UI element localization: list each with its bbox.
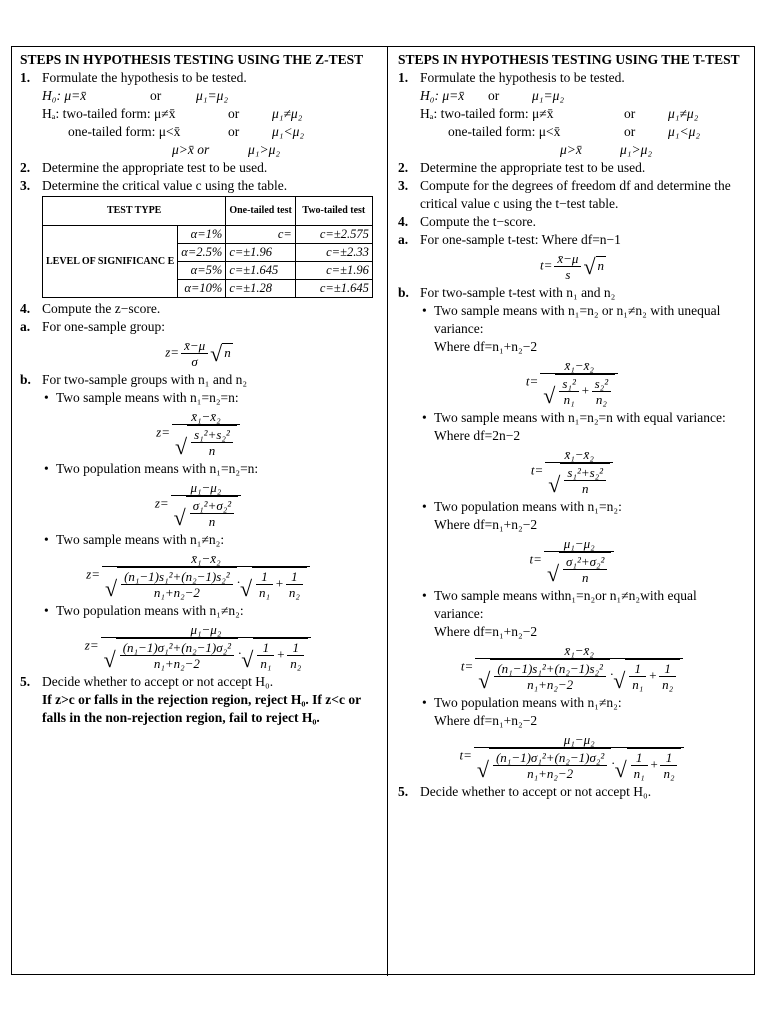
z-formula-one-sample: z= $\frac{x̄-\mu}{\sigma}$ √ n: [165, 338, 231, 369]
t-test-title: STEPS IN HYPOTHESIS TESTING USING THE T-TEST: [398, 52, 740, 67]
t-formula-2: t= x̄₁−x̄₂ √ $\frac{\text{s₁²}}{\text{n₁}}$ + $\frac{\text{s₂²}}{\text{n₂}}$: [398, 358, 748, 407]
t-ha-two: Hₐ: two-tailed form: μ≠x̄ or μ₁≠μ₂: [420, 106, 699, 121]
column-divider: [387, 47, 388, 976]
t-ha-one: one-tailed form: μ<x̄ or μ₁<μ₂: [448, 124, 701, 139]
z-formula-5: z= μ₁−μ₂ √ $\frac{\text{(n₁−1)σ₁²+(n₂−1)σ₂²}}{\text{n₁+n₂−2}}$ · √ $\frac{1}{\text{n₁}}$ + $\frac{1}{\text{n₂}}$: [20, 622, 378, 671]
t-test-column: [398, 51, 748, 801]
t-step-3: 3. Compute for the degrees of freedom df and determine the critical value c using the t−test table.: [398, 178, 731, 211]
t-formula-6: t= μ₁−μ₂ √ $\frac{\text{(n₁−1)σ₁²+(n₂−1)σ₂²}}{\text{n₁+n₂−2}}$ · √ $\frac{1}{\text{n₁}}$ + $\frac{1}{\text{n₂}}$: [398, 732, 748, 781]
t-formula-3: t= x̄₁−x̄₂ √ $\frac{\text{s₁²+s₂²}}{n}$: [398, 447, 748, 496]
th-test-type: TEST TYPE: [43, 197, 226, 226]
t-bullet-3-df: Where df=n₁+n₂−2: [434, 517, 538, 532]
one-tailed-cell: c=: [226, 226, 296, 244]
z-step-4: 4. Compute the z−score.: [20, 301, 161, 316]
alpha-cell: α=5%: [178, 262, 226, 280]
t-step-5: 5. Decide whether to accept or not accept H₀.: [398, 784, 652, 799]
z-test-column: [20, 51, 378, 727]
z-bullet-4: • Two population means with n₁≠n₂:: [20, 602, 378, 620]
one-tailed-cell: c=±1.645: [226, 262, 296, 280]
z-step-3: 3. Determine the critical value c using the table.: [20, 178, 288, 193]
t-bullet-2: • Two sample means with n₁=n₂=n with equal variance:: [398, 409, 748, 427]
z-step-2: 2. Determine the appropriate test to be used.: [20, 160, 268, 175]
t-formula-one-sample: t= $\frac{x̄-\mu}{s}$ √ n: [539, 251, 605, 282]
z-bullet-2: • Two population means with n₁=n₂=n:: [20, 460, 378, 478]
t-step-4b: b. For two-sample t-test with n₁ and n₂: [398, 285, 616, 300]
t-step-4a: a. For one-sample t-test: Where df=n−1: [398, 232, 621, 247]
t-step-4: 4. Compute the t−score.: [398, 214, 536, 229]
alpha-cell: α=10%: [178, 280, 226, 298]
t-bullet-1: • Two sample means with n₁=n₂ or n₁≠n₂ with unequal variance:: [398, 302, 748, 338]
t-bullet-5-df: Where df=n₁+n₂−2: [434, 713, 538, 728]
t-step-1: 1. Formulate the hypothesis to be tested.: [398, 70, 625, 85]
th-one-tailed: One-tailed test: [226, 197, 296, 226]
level-of-significance: LEVEL OF SIGNIFICANC E: [43, 226, 178, 298]
z-formula-3: z= μ₁−μ₂ √ $\frac{\text{σ₁²+σ₂²}}{n}$: [20, 480, 378, 529]
z-step-1: 1. Formulate the hypothesis to be tested.: [20, 70, 247, 85]
z-ha-one-2: μ>x̄ or μ₁>μ₂: [172, 142, 281, 157]
two-tailed-cell: c=±2.33: [295, 244, 372, 262]
t-bullet-1-df: Where df=n₁+n₂−2: [434, 339, 538, 354]
z-test-title: STEPS IN HYPOTHESIS TESTING USING THE Z-TEST: [20, 52, 364, 67]
t-bullet-3: • Two population means with n₁=n₂:: [398, 498, 748, 516]
z-step-4b: b. For two-sample groups with n₁ and n₂: [20, 372, 248, 387]
z-step-5-rule: If z>c or falls in the rejection region, reject H₀. If z<c or falls in the non-rejection region, fail to reject H₀.: [42, 692, 361, 725]
t-h0: H₀: μ=x̄ or μ₁=μ₂: [420, 88, 565, 103]
t-formula-5: t= x̄₁−x̄₂ √ $\frac{\text{(n₁−1)s₁²+(n₂−1)s₂²}}{\text{n₁+n₂−2}}$ · √ $\frac{1}{\text{n₁}}$ + $\frac{1}{\text{n₂}}$: [398, 643, 748, 692]
one-tailed-cell: c=±1.96: [226, 244, 296, 262]
z-formula-2: z= x̄₁−x̄₂ √ $\frac{\text{s₁²+s₂²}}{n}$: [20, 409, 378, 458]
z-bullet-3: • Two sample means with n₁≠n₂:: [20, 531, 378, 549]
z-ha-two: Hₐ: two-tailed form: μ≠x̄ or μ₁≠μ₂: [42, 106, 303, 121]
alpha-cell: α=2.5%: [178, 244, 226, 262]
z-formula-4: z= x̄₁−x̄₂ √ $\frac{\text{(n₁−1)s₁²+(n₂−1)s₂²}}{\text{n₁+n₂−2}}$ · √ $\frac{1}{\text{n₁}}$ + $\frac{1}{\text{n₂}}$: [20, 551, 378, 600]
z-step-5: 5. Decide whether to accept or not accept H₀.: [20, 674, 274, 689]
t-formula-4: t= μ₁−μ₂ √ $\frac{\text{σ₁²+σ₂²}}{n}$: [398, 536, 748, 585]
t-ha-one-2: μ>x̄ μ₁>μ₂: [560, 142, 653, 157]
alpha-cell: α=1%: [178, 226, 226, 244]
z-step-4a: a. For one-sample group:: [20, 319, 165, 334]
two-tailed-cell: c=±1.96: [295, 262, 372, 280]
z-h0: H₀: μ=x̄ or μ₁=μ₂: [42, 88, 229, 103]
one-tailed-cell: c=±1.28: [226, 280, 296, 298]
critical-value-table: [42, 196, 373, 298]
t-step-2: 2. Determine the appropriate test to be used.: [398, 160, 646, 175]
t-bullet-2-df: Where df=2n−2: [434, 428, 521, 443]
th-two-tailed: Two-tailed test: [295, 197, 372, 226]
t-bullet-4: • Two sample means withn₁=n₂or n₁≠n₂with equal variance:: [398, 587, 748, 623]
z-ha-one: one-tailed form: μ<x̄ or μ₁<μ₂: [68, 124, 305, 139]
z-bullet-1: • Two sample means with n₁=n₂=n:: [20, 389, 378, 407]
document-frame: [11, 46, 755, 975]
t-bullet-4-df: Where df=n₁+n₂−2: [434, 624, 538, 639]
two-tailed-cell: c=±1.645: [295, 280, 372, 298]
two-tailed-cell: c=±2.575: [295, 226, 372, 244]
t-bullet-5: • Two population means with n₁≠n₂:: [398, 694, 748, 712]
